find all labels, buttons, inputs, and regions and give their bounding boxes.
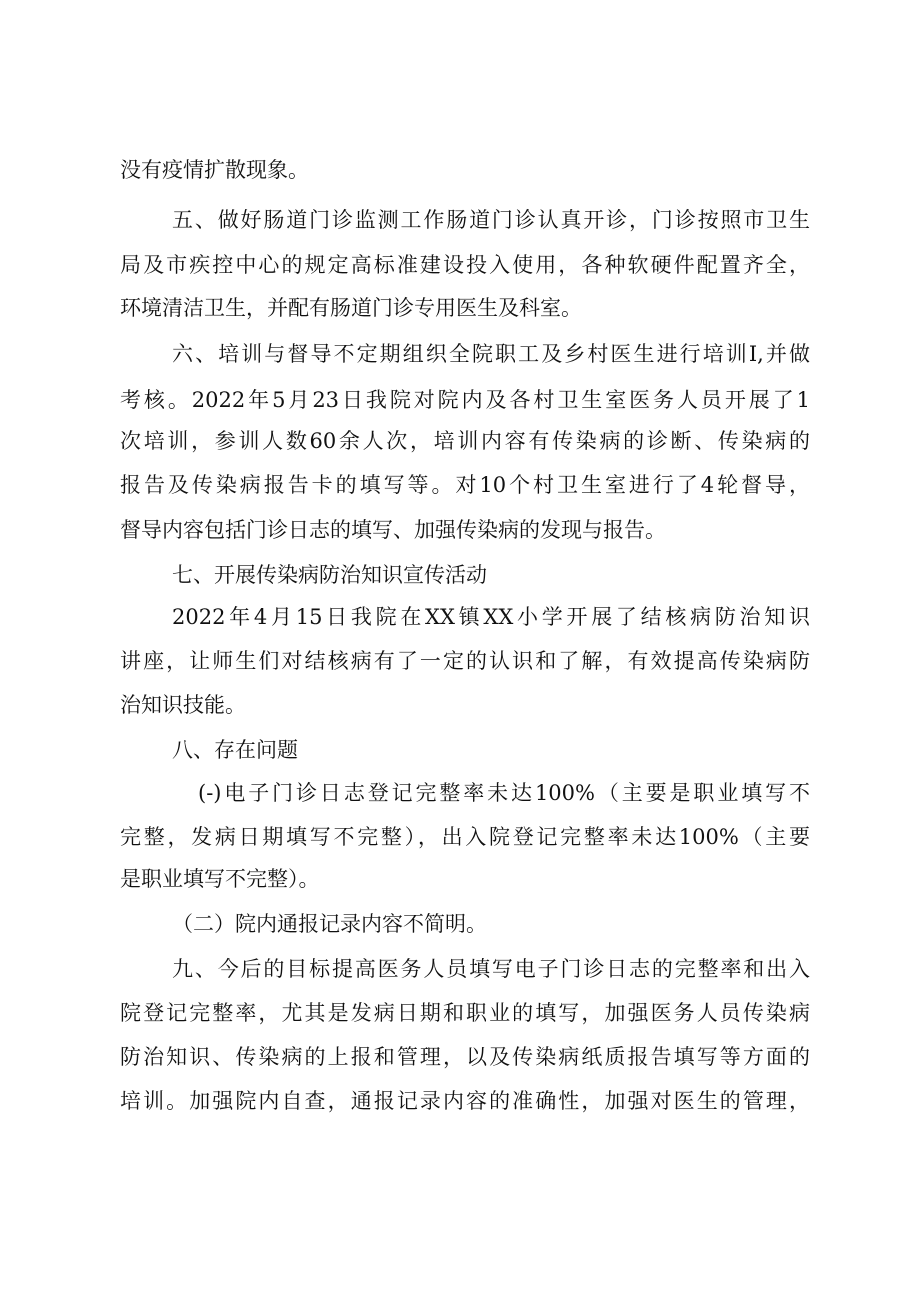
text-line: 八、存在问题 <box>172 738 298 762</box>
text-line: 讲座，让师生们对结核病有了一定的认识和了解，有效提高传染病防 <box>120 649 810 673</box>
text-line: 七、开展传染病防治知识宣传活动 <box>172 563 487 587</box>
text-line: 是职业填写不完整）。 <box>120 867 320 891</box>
text-line: 报告及传染病报告卡的填写等。对10个村卫生室进行了4轮督导， <box>120 473 810 497</box>
text-line: 局及市疾控中心的规定高标准建设投入使用，各种软硬件配置齐全， <box>120 253 810 277</box>
text-line: 五、做好肠道门诊监测工作肠道门诊认真开诊，门诊按照市卫生 <box>172 208 810 232</box>
text-line: 考核。2022年5月23日我院对院内及各村卫生室医务人员开展了1 <box>120 388 810 412</box>
text-line: 防治知识、传染病的上报和管理，以及传染病纸质报告填写等方面的 <box>120 1045 810 1069</box>
text-line: (-)电子门诊日志登记完整率未达100%（主要是职业填写不 <box>198 781 810 805</box>
text-line: 2022年4月15日我院在XX镇XX小学开展了结核病防治知识 <box>172 605 810 629</box>
text-line: 督导内容包括门诊日志的填写、加强传染病的发现与报告。 <box>120 518 666 542</box>
text-line: 九、今后的目标提高医务人员填写电子门诊日志的完整率和出入 <box>172 957 810 981</box>
text-line: 培训。加强院内自查，通报记录内容的准确性，加强对医生的管理， <box>120 1089 810 1113</box>
text-line: 完整，发病日期填写不完整），出入院登记完整率未达100%（主要 <box>120 825 810 849</box>
text-line: 六、培训与督导不定期组织全院职工及乡村医生进行培训I,并做 <box>172 342 810 366</box>
text-line: 没有疫情扩散现象。 <box>120 158 309 182</box>
text-line: 环境清洁卫生，并配有肠道门诊专用医生及科室。 <box>120 296 582 320</box>
text-line: 治知识技能。 <box>120 693 246 717</box>
text-line: （二）院内通报记录内容不简明。 <box>172 912 487 936</box>
text-line: 院登记完整率，尤其是发病日期和职业的填写，加强医务人员传染病 <box>120 1001 810 1025</box>
text-line: 次培训，参训人数60余人次，培训内容有传染病的诊断、传染病的 <box>120 429 810 453</box>
